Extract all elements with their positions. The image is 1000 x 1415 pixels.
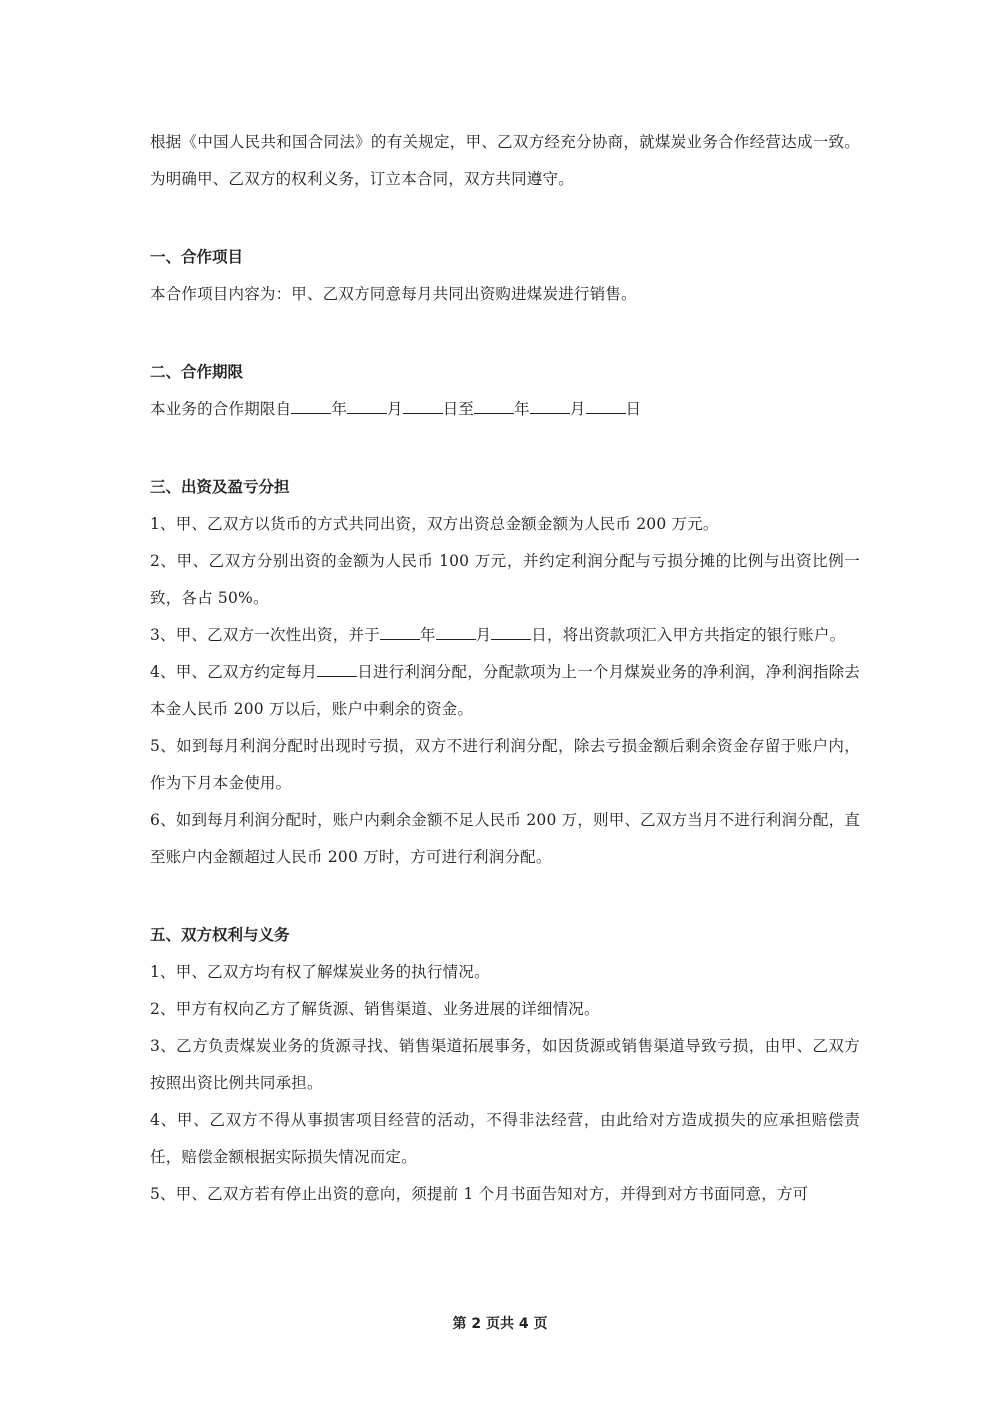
start-day-blank[interactable] xyxy=(403,397,443,414)
deposit-year-blank[interactable] xyxy=(380,623,420,640)
section-body-cooperation-project: 本合作项目内容为：甲、乙双方同意每月共同出资购进煤炭进行销售。 xyxy=(150,285,637,303)
profit-day-blank[interactable] xyxy=(317,660,357,677)
term-end-day-label: 日 xyxy=(625,400,642,418)
term-end-month-label: 月 xyxy=(569,400,586,418)
document-body xyxy=(150,124,860,1213)
intro-paragraph: 根据《中国人民共和国合同法》的有关规定，甲、乙双方经充分协商，就煤炭业务合作经营达成一致。为明确甲、乙双方的权利义务，订立本合同，双方共同遵守。 xyxy=(150,133,860,188)
rights-clause-1: 1、甲、乙双方均有权了解煤炭业务的执行情况。 xyxy=(150,963,490,981)
capital-clause-1: 1、甲、乙双方以货币的方式共同出资，双方出资总金额金额为人民币 200 万元。 xyxy=(150,515,719,533)
end-month-blank[interactable] xyxy=(530,397,570,414)
capital-clause-3 xyxy=(150,617,860,654)
page-number-footer: 第 2 页共 4 页 xyxy=(452,1316,548,1332)
capital-clause-5: 5、如到每月利润分配时出现时亏损，双方不进行利润分配，除去亏损金额后剩余资金存留于账户内，作为下月本金使用。 xyxy=(150,737,860,792)
capital-clause-2: 2、甲、乙双方分别出资的金额为人民币 100 万元，并约定利润分配与亏损分摊的比例与出资比例一致，各占 50%。 xyxy=(150,552,860,607)
term-year-label: 年 xyxy=(331,400,348,418)
end-day-blank[interactable] xyxy=(586,397,626,414)
rights-clause-4: 4、甲、乙双方不得从事损害项目经营的活动，不得非法经营，由此给对方造成损失的应承担赔偿责任，赔偿金额根据实际损失情况而定。 xyxy=(150,1111,860,1166)
deposit-year-label: 年 xyxy=(419,626,436,644)
rights-clause-5: 5、甲、乙双方若有停止出资的意向，须提前 1 个月书面告知对方，并得到对方书面同意，方可 xyxy=(150,1185,809,1203)
capital-clause-4-prefix: 4、甲、乙双方约定每月 xyxy=(150,663,318,681)
section-title-capital-profit-loss: 三、出资及盈亏分担 xyxy=(150,478,290,496)
rights-clause-3: 3、乙方负责煤炭业务的货源寻找、销售渠道拓展事务，如因货源或销售渠道导致亏损，由甲、乙双方按照出资比例共同承担。 xyxy=(150,1037,860,1092)
rights-clause-2: 2、甲方有权向乙方了解货源、销售渠道、业务进展的详细情况。 xyxy=(150,1000,600,1018)
term-day-to-label: 日至 xyxy=(442,400,475,418)
term-end-year-label: 年 xyxy=(514,400,530,418)
deposit-month-blank[interactable] xyxy=(436,623,476,640)
capital-clause-4 xyxy=(150,654,860,728)
deposit-day-blank[interactable] xyxy=(491,623,531,640)
start-year-blank[interactable] xyxy=(291,397,331,414)
capital-clause-6: 6、如到每月利润分配时，账户内剩余金额不足人民币 200 万，则甲、乙双方当月不进行利润分配，直至账户内金额超过人民币 200 万时，方可进行利润分配。 xyxy=(150,811,860,866)
cooperation-term-line xyxy=(150,391,860,428)
capital-clause-3-prefix: 3、甲、乙双方一次性出资，并于 xyxy=(150,626,380,644)
end-year-blank[interactable] xyxy=(474,397,514,414)
section-title-cooperation-project: 一、合作项目 xyxy=(150,248,244,266)
section-title-cooperation-term: 二、合作期限 xyxy=(150,363,244,381)
start-month-blank[interactable] xyxy=(347,397,387,414)
capital-clause-3-suffix: 日，将出资款项汇入甲方共指定的银行账户。 xyxy=(531,626,846,644)
capital-clause-4-suffix: 日进行利润分配，分配款项为上一个月煤炭业务的净利润，净利润指除去本金人民币 200 万以后，账户中剩余的资金。 xyxy=(150,663,861,718)
term-prefix: 本业务的合作期限自 xyxy=(150,400,292,418)
section-title-rights-obligations: 五、双方权利与义务 xyxy=(150,926,290,944)
term-month-label: 月 xyxy=(387,400,403,418)
deposit-month-label: 月 xyxy=(475,626,492,644)
